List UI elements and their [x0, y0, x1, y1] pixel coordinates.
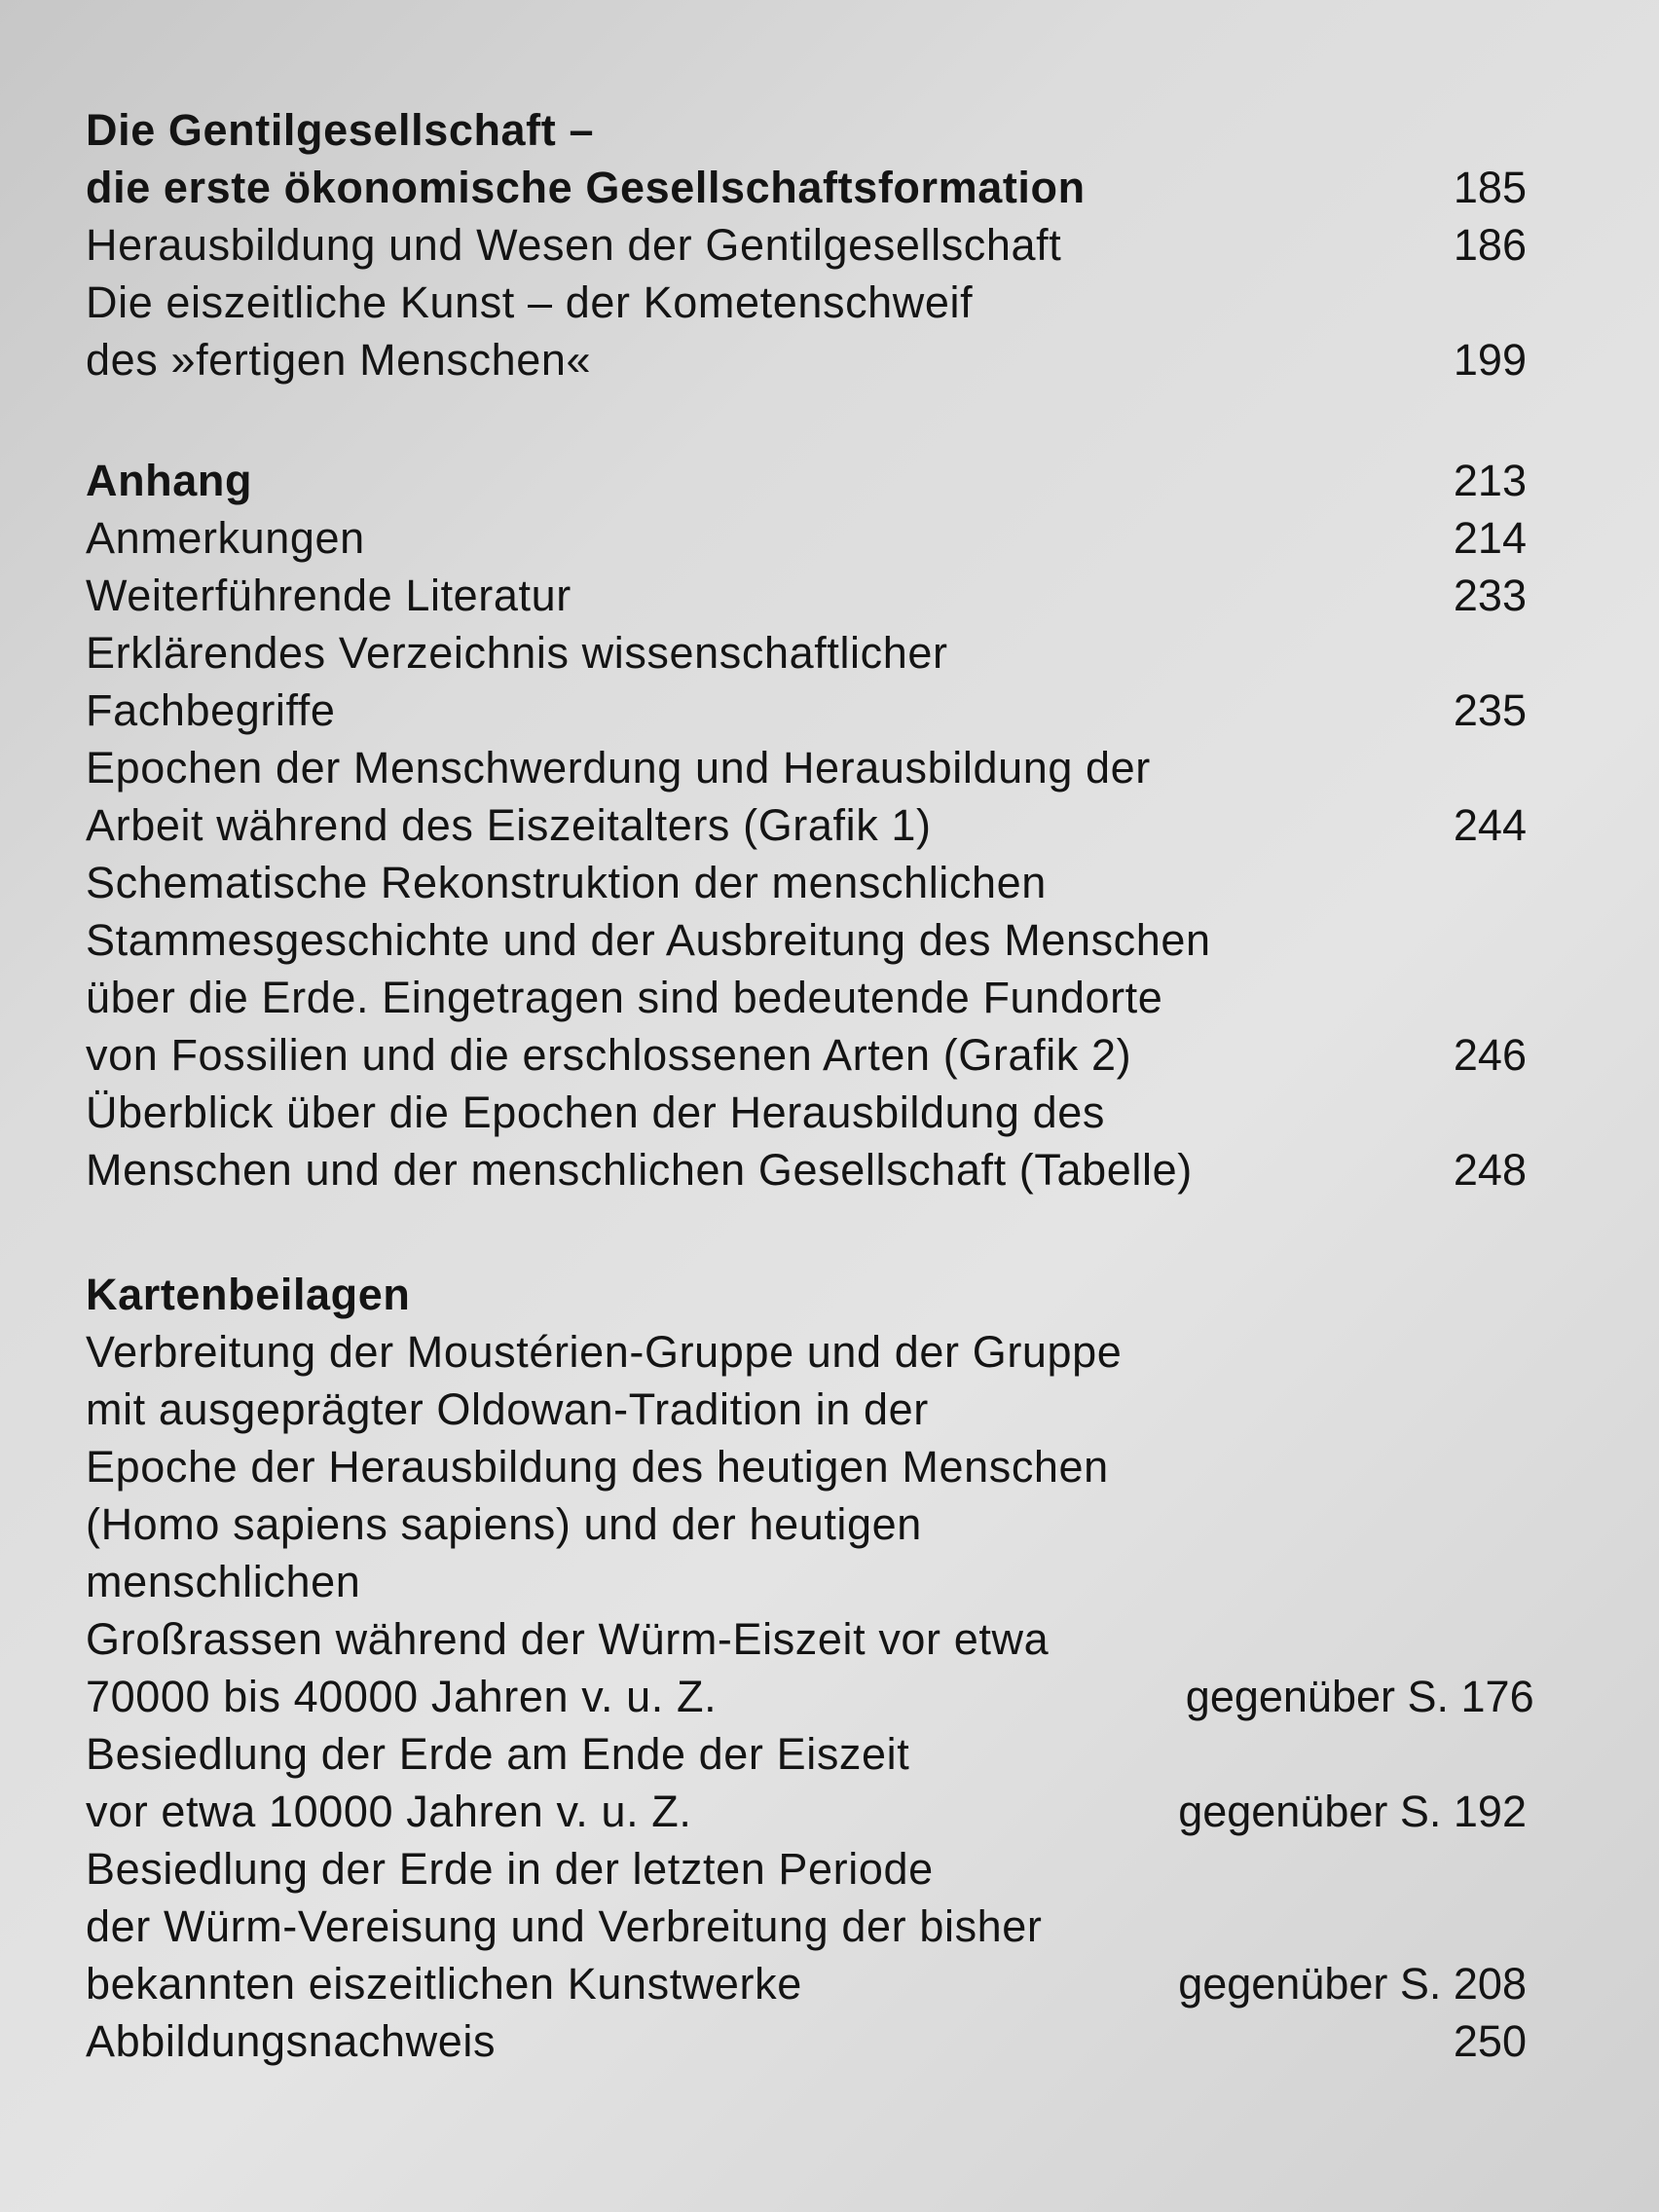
toc-entry-title: Erklärendes Verzeichnis wissenschaftlicher Fachbegriffe — [86, 628, 948, 735]
toc-entry — [86, 1266, 1527, 1323]
toc-entry — [86, 1725, 1527, 1840]
toc-entry — [86, 1323, 1534, 1725]
toc-entry — [86, 2012, 1527, 2070]
toc-entry — [86, 452, 1527, 509]
toc-entry-page: 244 — [1453, 800, 1527, 850]
toc-entry-title: Abbildungsnachweis — [86, 2016, 497, 2066]
toc-entry-title: Weiterführende Literatur — [86, 571, 571, 620]
toc-section-gentilgesellschaft — [86, 101, 1527, 388]
toc-entry-title: Anhang — [86, 456, 253, 505]
toc-entry — [86, 624, 1527, 739]
toc-entry-title: Anmerkungen — [86, 513, 365, 563]
toc-entry-title: Herausbildung und Wesen der Gentilgesellschaft — [86, 220, 1062, 270]
toc-entry-title: Überblick über die Epochen der Herausbildung des Menschen und der menschlichen Gesellschaft (Tabelle) — [86, 1088, 1193, 1195]
toc-entry-page: 186 — [1453, 220, 1527, 270]
toc-entry-page: 199 — [1453, 335, 1527, 385]
toc-entry-page: gegenüber S. 208 — [1178, 1959, 1527, 2009]
toc-entry-title: Die Gentilgesellschaft – die erste ökonomische Gesellschaftsformation — [86, 105, 1086, 212]
toc-entry-page: 185 — [1453, 163, 1527, 212]
toc-section-kartenbeilagen — [86, 1266, 1534, 2070]
toc-entry-title: Kartenbeilagen — [86, 1270, 411, 1319]
toc-entry — [86, 101, 1527, 216]
toc-entry — [86, 1084, 1527, 1198]
toc-entry — [86, 854, 1527, 1084]
toc-entry-page: 235 — [1453, 685, 1527, 735]
toc-entry — [86, 567, 1527, 624]
toc-entry — [86, 274, 1527, 388]
toc-entry-page: 233 — [1453, 571, 1527, 620]
toc-entry-page: gegenüber S. 176 — [1185, 1672, 1534, 1721]
toc-entry-page: 213 — [1453, 456, 1527, 505]
toc-entry-title: Die eiszeitliche Kunst – der Kometenschweif des »fertigen Menschen« — [86, 277, 974, 385]
toc-entry-title: Verbreitung der Moustérien-Gruppe und der Gruppe mit ausgeprägter Oldowan-Tradition in der Epoche der Herausbildung des heutigen Menschen (Homo sapiens sapiens) und der heutigen menschlichen Großrassen während der Würm-Eiszeit vor etwa 70000 bis 40000 Jahren v. u. Z. — [86, 1327, 1123, 1721]
toc-entry-page: 250 — [1453, 2016, 1527, 2066]
toc-entry-title: Epochen der Menschwerdung und Herausbildung der Arbeit während des Eiszeitalters (Grafik 1) — [86, 743, 1151, 850]
toc-entry-title: Schematische Rekonstruktion der menschlichen Stammesgeschichte und der Ausbreitung des Menschen über die Erde. Eingetragen sind bedeutende Fundorte von Fossilien und die erschlossenen Arten (Grafik 2) — [86, 858, 1211, 1080]
toc-entry — [86, 509, 1527, 567]
toc-entry-page: gegenüber S. 192 — [1178, 1787, 1527, 1836]
toc-entry-page: 214 — [1453, 513, 1527, 563]
toc-entry-title: Besiedlung der Erde in der letzten Periode der Würm-Vereisung und Verbreitung der bisher bekannten eiszeitlichen Kunstwerke — [86, 1844, 1043, 2009]
toc-entry-page: 246 — [1453, 1030, 1527, 1080]
toc-entry — [86, 1840, 1527, 2012]
toc-entry — [86, 216, 1527, 274]
toc-entry-title: Besiedlung der Erde am Ende der Eiszeit vor etwa 10000 Jahren v. u. Z. — [86, 1729, 910, 1836]
toc-section-anhang — [86, 452, 1527, 1198]
toc-entry — [86, 739, 1527, 854]
toc-entry-page: 248 — [1453, 1145, 1527, 1195]
